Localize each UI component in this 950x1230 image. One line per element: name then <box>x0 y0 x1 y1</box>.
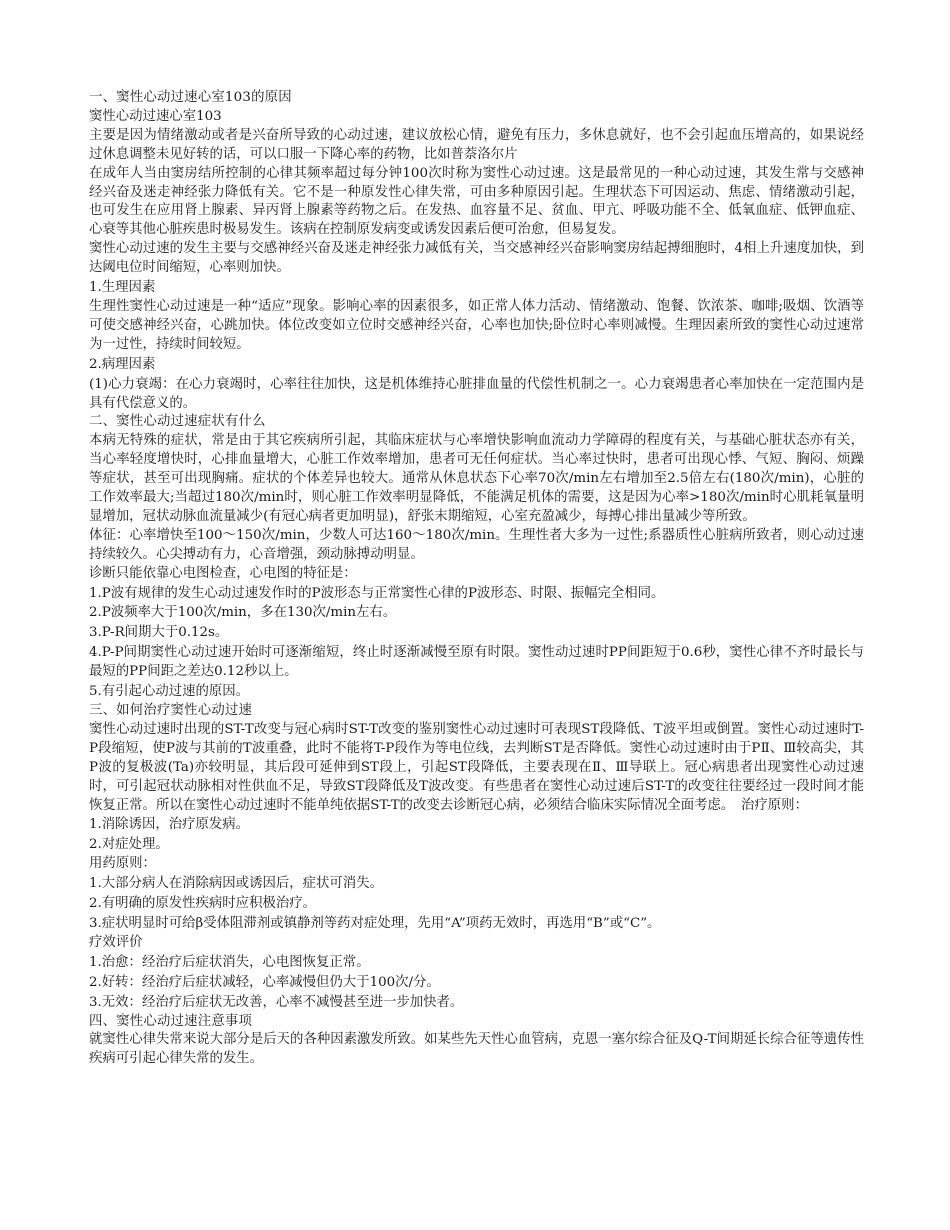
list-item: 4.P-P间期窦性心动过速开始时可逐渐缩短，终止时逐渐减慢至原有时限。窦性动过速时PP间距短于0.6秒，窦性心律不齐时最长与最短的PP间距之差达0.12秒以上。 <box>89 645 864 680</box>
list-item: 2.P波频率大于100次/min，多在130次/min左右。 <box>89 605 397 621</box>
list-item: 5.有引起心动过速的原因。 <box>89 684 250 700</box>
list-item: 2.好转：经治疗后症状减轻，心率减慢但仍大于100次/分。 <box>89 974 440 990</box>
list-item: 1.消除诱因，治疗原发病。 <box>89 817 250 833</box>
list-item: 3.P-R间期大于0.12s。 <box>89 625 229 641</box>
list-item: 2.有明确的原发性疾病时应积极治疗。 <box>89 896 317 912</box>
paragraph: 主要是因为情绪激动或者是兴奋所导致的心动过速，建议放松心情，避免有压力，多休息就好，也不会引起血压增高的，如果说经过休息调整未见好转的话，可以口服一下降心率的药物，比如普萘洛尔片 <box>89 127 864 162</box>
subheading: 窦性心动过速心室103 <box>89 108 222 124</box>
paragraph: 窦性心动过速的发生主要与交感神经兴奋及迷走神经张力减低有关，当交感神经兴奋影响窦房结起搏细胞时，4相上升速度加快，到达阈电位时间缩短，心率则加快。 <box>89 241 864 276</box>
document-body <box>89 89 864 1069</box>
section-heading: 二、窦性心动过速症状有什么 <box>89 414 266 430</box>
subheading: 用药原则： <box>89 856 156 872</box>
paragraph: 就窦性心律失常来说大部分是后天的各种因素激发所致。如某些先天性心血管病，克恩一塞尔综合征及Q-T间期延长综合征等遗传性疾病可引起心律失常的发生。 <box>89 1032 864 1067</box>
subheading: 疗效评价 <box>89 934 143 950</box>
list-item: 3.无效：经治疗后症状无改善，心率不减慢甚至进一步加快者。 <box>89 994 464 1010</box>
list-item: 1.P波有规律的发生心动过速发作时的P波形态与正常窦性心律的P波形态、时限、振幅完全相同。 <box>89 585 665 601</box>
section-heading: 四、窦性心动过速注意事项 <box>89 1013 253 1029</box>
paragraph: 窦性心动过速时出现的ST-T改变与冠心病时ST-T改变的鉴别窦性心动过速时可表现ST段降低、T波平坦或倒置。窦性心动过速时T-P段缩短，使P波与其前的T波重叠，此时不能将T-P段作为等电位线，去判断ST是否降低。窦性心动过速时由于PⅡ、Ⅲ较高尖，其P波的复极波(Ta)亦较明显，其后段可延伸到ST段上，引起ST段降低，主要表现在Ⅱ、Ⅲ导联上。冠心病患者出现窦性心动过速时，可引起冠状动脉相对性供血不足，导致ST段降低及T波改变。有些患者在窦性心动过速后ST-T的改变往往要经过一段时间才能恢复正常。所以在窦性心动过速时不能单纯依据ST-T的改变去诊断冠心病，必须结合临床实际情况全面考虑。 治疗原则： <box>89 721 864 813</box>
list-item: 3.症状明显时可给β受体阻滞剂或镇静剂等药对症处理，先用“A”项药无效时，再选用“B”或“C”。 <box>89 915 661 931</box>
section-heading: 一、窦性心动过速心室103的原因 <box>89 90 292 105</box>
paragraph: 在成年人当由窦房结所控制的心律其频率超过每分钟100次时称为窦性心动过速。这是最常见的一种心动过速，其发生常与交感神经兴奋及迷走神经张力降低有关。它不是一种原发性心律失常，可由多种原因引起。生理状态下可因运动、焦虑、情绪激动引起，也可发生在应用肾上腺素、异丙肾上腺素等药物之后。在发热、血容量不足、贫血、甲亢、呼吸功能不全、低氧血症、低钾血症、心衰等其他心脏疾患时极易发生。该病在控制原发病变或诱发因素后便可治愈，但易复发。 <box>89 165 864 238</box>
subheading: 2.病理因素 <box>89 356 156 372</box>
section-heading: 三、如何治疗窦性心动过速 <box>89 703 253 718</box>
list-item: 2.对症处理。 <box>89 837 169 853</box>
subheading: 1.生理因素 <box>89 280 156 296</box>
paragraph: 诊断只能依靠心电图检查，心电图的特征是： <box>89 565 357 581</box>
paragraph: 本病无特殊的症状，常是由于其它疾病所引起，其临床症状与心率增快影响血流动力学障碍的程度有关，与基础心脏状态亦有关，当心率轻度增快时，心排血量增大，心脏工作效率增加，患者可无任何症状。当心率过快时，患者可出现心悸、气短、胸闷、烦躁等症状，甚至可出现胸痛。症状的个体差异也较大。通常从休息状态下心率70次/min左右增加至2.5倍左右(180次/min)，心脏的工作效率最大;当超过180次/min时，则心脏工作效率明显降低，不能满足机体的需要，这是因为心率>180次/min时心肌耗氧量明显增加，冠状动脉血流量减少(有冠心病者更加明显)，舒张末期缩短，心室充盈减少，每搏心排出量减少等所致。 <box>89 433 864 524</box>
paragraph: 体征：心率增快至100～150次/min，少数人可达160～180次/min。生理性者大多为一过性;系器质性心脏病所致者，则心动过速持续较久。心尖搏动有力，心音增强，颈动脉搏动明显。 <box>89 527 864 562</box>
paragraph: 生理性窦性心动过速是一种“适应”现象。影响心率的因素很多，如正常人体力活动、情绪激动、饱餐、饮浓茶、咖啡;吸烟、饮酒等可使交感神经兴奋，心跳加快。体位改变如立位时交感神经兴奋，心率也加快;卧位时心率则减慢。生理因素所致的窦性心动过速常为一过性，持续时间较短。 <box>89 298 864 352</box>
list-item: 1.大部分病人在消除病因或诱因后，症状可消失。 <box>89 876 383 892</box>
list-item: 1.治愈：经治疗后症状消失，心电图恢复正常。 <box>89 954 370 970</box>
paragraph: (1)心力衰竭：在心力衰竭时，心率往往加快，这是机体维持心脏排血量的代偿性机制之一。心力衰竭患者心率加快在一定范围内是具有代偿意义的。 <box>89 376 864 411</box>
